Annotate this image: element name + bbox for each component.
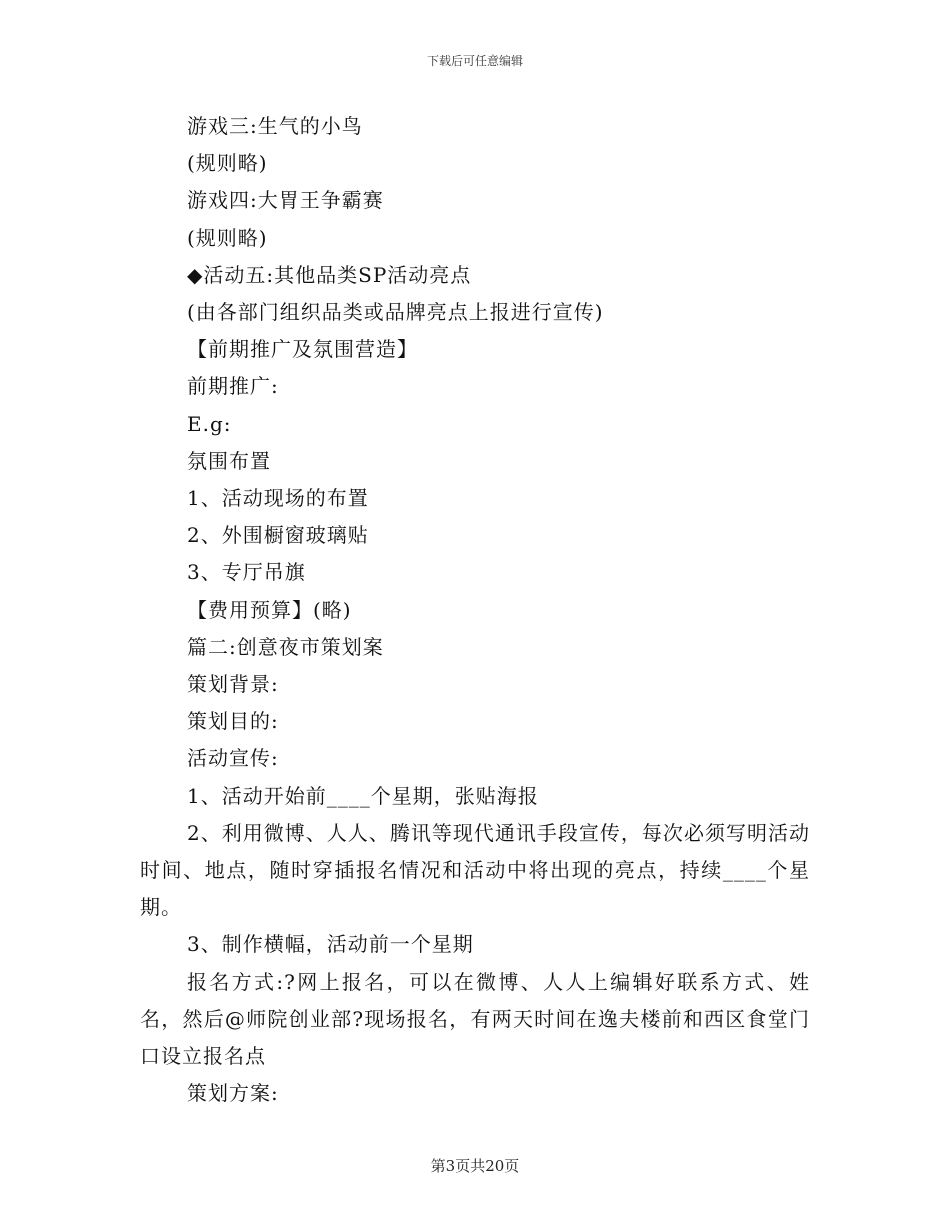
- list-item-3: 3、专厅吊旗: [187, 560, 306, 585]
- text-line-activity-5-note: (由各部门组织品类或品牌亮点上报进行宣传): [187, 300, 604, 325]
- publicity-item-2: 2、利用微博、人人、腾讯等现代通讯手段宣传，每次必须写明活动时间、地点，随时穿插报名情况和活动中将出现的亮点，持续____个星期。: [140, 820, 810, 920]
- publicity-item-1: 1、活动开始前____个星期，张贴海报: [187, 783, 539, 808]
- text-line-background: 策划背景:: [187, 672, 279, 697]
- page-header: 下载后可任意编辑: [426, 54, 523, 68]
- text-line-early-promotion: 前期推广:: [187, 374, 279, 399]
- text-line-atmosphere: 氛围布置: [187, 448, 271, 473]
- list-item-2: 2、外围橱窗玻璃贴: [187, 523, 369, 548]
- text-line-eg: E.g:: [187, 411, 232, 436]
- section-heading-part-2: 篇二:创意夜市策划案: [187, 634, 384, 659]
- text-line-plan: 策划方案:: [187, 1081, 279, 1106]
- text-line-activity-5: ◆活动五:其他品类SP活动亮点: [187, 262, 472, 287]
- page-footer: 第3页共20页: [430, 1157, 520, 1175]
- text-line-game-4: 游戏四:大胃王争霸赛: [187, 188, 384, 213]
- section-heading-promotion: 【前期推广及氛围营造】: [187, 337, 418, 362]
- text-line-rules-1: (规则略): [187, 151, 268, 176]
- text-line-publicity: 活动宣传:: [187, 746, 279, 771]
- list-item-1: 1、活动现场的布置: [187, 486, 369, 511]
- text-line-rules-2: (规则略): [187, 225, 268, 250]
- text-line-purpose: 策划目的:: [187, 709, 279, 734]
- publicity-item-3: 3、制作横幅，活动前一个星期: [187, 932, 474, 957]
- text-line-game-3: 游戏三:生气的小鸟: [187, 114, 363, 138]
- document-body: [140, 108, 810, 1112]
- section-heading-budget: 【费用预算】(略): [187, 597, 352, 622]
- registration-paragraph: 报名方式:?网上报名，可以在微博、人人上编辑好联系方式、姓名，然后@师院创业部?现场报名，有两天时间在逸夫楼前和西区食堂门口设立报名点: [140, 969, 810, 1069]
